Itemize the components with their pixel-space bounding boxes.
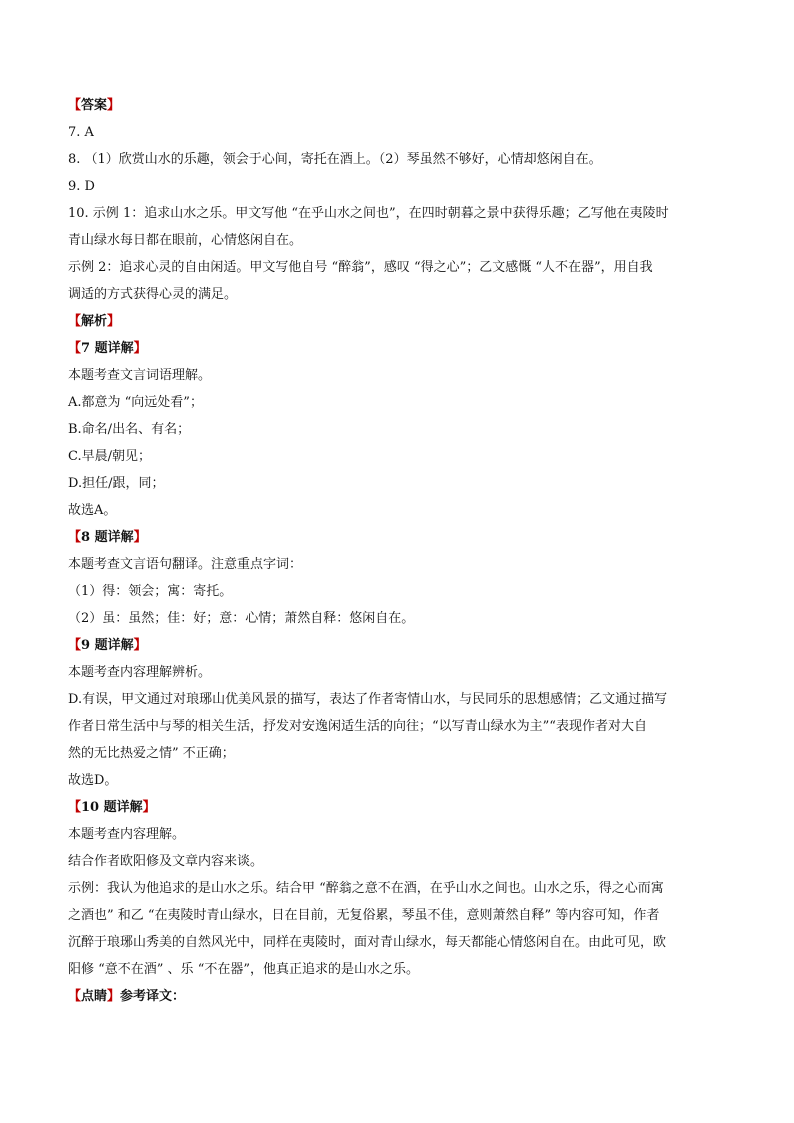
q8-intro: 本题考查文言语句翻译。注意重点字词： xyxy=(68,557,303,572)
q9-line-1: D.有误，甲文通过对琅琊山优美风景的描写，表达了作者寄情山水，与民同乐的思想感情；乙文通过描写 xyxy=(68,692,668,707)
bracket-open: 【 xyxy=(68,530,82,545)
answer-7: 7. A xyxy=(68,125,94,140)
q7-heading xyxy=(68,335,728,362)
q9-line-3: 然的无比热爱之情” 不正确； xyxy=(68,746,235,761)
q9-heading-text: 9 题详解 xyxy=(81,638,134,653)
q7-option-a: A.都意为 “向远处看”； xyxy=(68,395,203,410)
q10-heading-text: 10 题详解 xyxy=(81,800,143,815)
bracket-open: 【 xyxy=(68,341,82,356)
bracket-close: 】 xyxy=(107,98,121,113)
q9-intro: 本题考查内容理解辨析。 xyxy=(68,665,212,680)
answer-document xyxy=(68,92,728,1010)
q10-line-a: 结合作者欧阳修及文章内容来谈。 xyxy=(68,854,264,869)
q7-option-b: B.命名/出名、有名； xyxy=(68,422,191,437)
q8-point-1: （1）得：领会；寓：寄托。 xyxy=(68,584,233,599)
bracket-open: 【 xyxy=(68,989,82,1004)
q7-intro: 本题考查文言词语理解。 xyxy=(68,368,212,383)
bracket-open: 【 xyxy=(68,314,82,329)
q10-heading xyxy=(68,794,728,821)
q9-line-2: 作者日常生活中与琴的相关生活，抒发对安逸闲适生活的向往；“以写青山绿水为主”“表现作者对大自 xyxy=(68,719,647,734)
bracket-close: 】 xyxy=(107,989,121,1004)
answer-10-line-4: 调适的方式获得心灵的满足。 xyxy=(68,287,238,302)
answer-heading xyxy=(68,92,728,119)
analysis-heading-text: 解析 xyxy=(81,314,108,329)
analysis-heading xyxy=(68,308,728,335)
dianjing-after-text: 参考译文： xyxy=(120,989,186,1004)
q10-intro: 本题考查内容理解。 xyxy=(68,827,186,842)
bracket-close: 】 xyxy=(133,638,147,653)
answer-heading-text: 答案 xyxy=(81,98,108,113)
q10-line-1: 示例：我认为他追求的是山水之乐。结合甲 “醉翁之意不在酒，在乎山水之间也。山水之乐，得之心而寓 xyxy=(68,881,664,896)
bracket-close: 】 xyxy=(133,530,147,545)
q9-conclusion: 故选D。 xyxy=(68,773,118,788)
q7-conclusion: 故选A。 xyxy=(68,503,117,518)
q7-heading-text: 7 题详解 xyxy=(81,341,134,356)
bracket-open: 【 xyxy=(68,800,82,815)
q7-option-d: D.担任/跟，同； xyxy=(68,476,165,491)
q10-line-4: 阳修 “意不在酒” 、乐 “不在器”，他真正追求的是山水之乐。 xyxy=(68,962,419,977)
q8-heading-text: 8 题详解 xyxy=(81,530,134,545)
answer-9: 9. D xyxy=(68,179,95,194)
q7-option-c: C.早晨/朝见； xyxy=(68,449,151,464)
dianjing-heading-text: 点睛 xyxy=(81,989,108,1004)
answer-10-line-3: 示例 2：追求心灵的自由闲适。甲文写他自号 “醉翁”，感叹 “得之心”；乙文感慨 “人不在器”，用自我 xyxy=(68,260,653,275)
bracket-open: 【 xyxy=(68,98,82,113)
answer-8: 8. （1）欣赏山水的乐趣，领会于心间，寄托在酒上。（2）琴虽然不够好，心情却悠闲自在。 xyxy=(68,152,602,167)
answer-10-line-2: 青山绿水每日都在眼前，心情悠闲自在。 xyxy=(68,233,303,248)
q10-line-2: 之酒也” 和乙 “在夷陵时青山绿水，日在目前，无复俗累，琴虽不佳，意则萧然自释” 等内容可知，作者 xyxy=(68,908,660,923)
q9-heading xyxy=(68,632,728,659)
bracket-close: 】 xyxy=(107,314,121,329)
bracket-close: 】 xyxy=(142,800,156,815)
q10-line-3: 沉醉于琅琊山秀美的自然风光中，同样在夷陵时，面对青山绿水，每天都能心情悠闲自在。由此可见，欧 xyxy=(68,935,667,950)
bracket-close: 】 xyxy=(133,341,147,356)
bracket-open: 【 xyxy=(68,638,82,653)
q8-heading xyxy=(68,524,728,551)
answer-10-line-1: 10. 示例 1：追求山水之乐。甲文写他 “在乎山水之间也”，在四时朝暮之景中获得乐趣；乙写他在夷陵时 xyxy=(68,206,669,221)
q8-point-2: （2）虽：虽然；佳：好；意：心情；萧然自释：悠闲自在。 xyxy=(68,611,415,626)
dianjing-heading xyxy=(68,983,728,1010)
